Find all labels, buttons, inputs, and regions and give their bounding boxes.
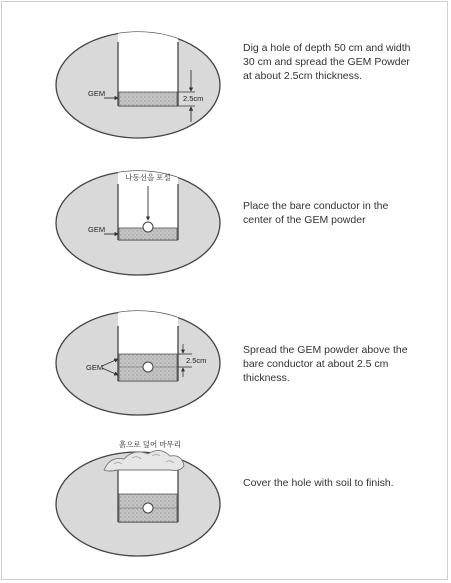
step-4-text: Cover the hole with soil to finish. xyxy=(243,477,394,489)
bare-conductor xyxy=(143,362,153,372)
soil-label: 흙으로 덮어 마무리 xyxy=(118,440,182,449)
step-3-diagram xyxy=(0,298,230,428)
gem-label: GEM xyxy=(88,225,106,234)
step-4-diagram xyxy=(0,432,230,562)
bare-conductor xyxy=(143,503,153,513)
step-2-diagram xyxy=(0,158,230,288)
conductor-label: 나동선을 포설 xyxy=(125,173,171,182)
step-1-text: Dig a hole of depth 50 cm and width 30 cm and spread the GEM Powder at about 2.5cm thickness. xyxy=(243,42,411,82)
gem-powder-layer xyxy=(119,92,177,106)
thickness-label: 2.5cm xyxy=(186,356,207,365)
thickness-label: 2.5cm xyxy=(183,94,204,103)
bare-conductor xyxy=(143,222,153,232)
step-3-text: Spread the GEM powder above the bare conductor at about 2.5 cm thickness. xyxy=(243,344,408,384)
step-1-diagram xyxy=(0,12,230,142)
gem-label: GEM xyxy=(88,89,106,98)
gem-label: GEM xyxy=(86,363,104,372)
step-2-text: Place the bare conductor in the center of the GEM powder xyxy=(243,200,389,226)
